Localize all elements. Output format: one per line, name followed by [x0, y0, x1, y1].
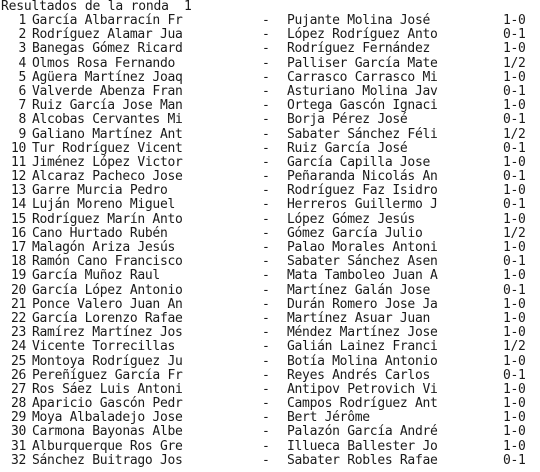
pairing-row [0, 298, 540, 312]
black-player-name: Sabater Sánchez Féli [287, 126, 438, 142]
pairing-row [0, 198, 540, 212]
black-player-name: Herreros Guillermo J [287, 197, 438, 213]
black-player-name: Palazón García André [287, 424, 438, 440]
game-result: 1/2 [503, 55, 526, 71]
pairing-row [0, 312, 540, 326]
pairing-row [0, 113, 540, 127]
white-player-name: Moya Albaladejo Jose [32, 410, 183, 426]
pairing-row [0, 57, 540, 71]
pairing-row [0, 213, 540, 227]
pairing-row [0, 42, 540, 56]
white-player-name: García Albarracín Fr [32, 13, 183, 28]
game-result: 1-0 [503, 296, 526, 312]
white-player-name: Tur Rodríguez Vicent [32, 140, 183, 156]
game-result: 1-0 [503, 268, 526, 284]
pairing-row [0, 383, 540, 397]
black-player-name: Reyes Andrés Carlos [287, 367, 431, 383]
black-player-name: Galián Lainez Franci [287, 339, 438, 355]
black-player-name: Méndez Martínez Jose [287, 325, 438, 341]
black-player-name: Sabater Sánchez Asen [287, 254, 438, 270]
pairing-row [0, 397, 540, 411]
board-number: 7 [18, 98, 26, 114]
board-number: 2 [18, 27, 26, 43]
pairing-separator: - [262, 452, 270, 468]
pairing-separator: - [262, 83, 270, 99]
pairing-row [0, 326, 540, 340]
pairing-row [0, 156, 540, 170]
pairing-separator: - [262, 112, 270, 128]
game-result: 0-1 [503, 83, 526, 99]
pairings-list [0, 14, 540, 468]
white-player-name: Vicente Torrecillas [32, 339, 176, 355]
white-player-name: Banegas Gómez Ricard [32, 41, 183, 57]
game-result: 1-0 [503, 410, 526, 426]
pairing-separator: - [262, 126, 270, 142]
black-player-name: Illueca Ballester Jo [287, 438, 438, 454]
black-player-name: Palao Morales Antoni [287, 240, 438, 255]
white-player-name: Valverde Abenza Fran [32, 83, 183, 99]
white-player-name: García Lorenzo Rafae [32, 310, 183, 326]
pairing-separator: - [262, 69, 270, 85]
game-result: 1-0 [503, 396, 526, 412]
white-player-name: Montoya Rodríguez Ju [32, 353, 183, 369]
pairing-separator: - [262, 396, 270, 412]
black-player-name: Rodríguez Faz Isidro [287, 183, 438, 199]
white-player-name: Ros Sáez Luis Antoni [32, 381, 183, 397]
white-player-name: García López Antonio [32, 282, 183, 298]
pairing-separator: - [262, 55, 270, 71]
pairing-row [0, 369, 540, 383]
board-number: 18 [10, 254, 26, 270]
board-number: 27 [10, 381, 26, 397]
black-player-name: Ruiz García José [287, 140, 408, 156]
pairing-separator: - [262, 240, 270, 255]
board-number: 29 [10, 410, 26, 426]
board-number: 3 [18, 41, 26, 57]
white-player-name: Galiano Martínez Ant [32, 126, 183, 142]
board-number: 9 [18, 126, 26, 142]
game-result: 1-0 [503, 438, 526, 454]
pairing-row [0, 241, 540, 255]
board-number: 13 [10, 183, 26, 199]
game-result: 1-0 [503, 41, 526, 57]
board-number: 11 [10, 154, 26, 170]
game-result: 0-1 [503, 27, 526, 43]
white-player-name: Garre Murcia Pedro [32, 183, 168, 199]
board-number: 21 [10, 296, 26, 312]
document-title: Resultados de la ronda 1 [1, 0, 192, 14]
pairing-separator: - [262, 154, 270, 170]
pairing-separator: - [262, 268, 270, 284]
white-player-name: Aparicio Gascón Pedr [32, 396, 183, 412]
black-player-name: García Capilla Jose [287, 154, 431, 170]
pairing-separator: - [262, 140, 270, 156]
white-player-name: Alcobas Cervantes Mi [32, 112, 183, 128]
board-number: 15 [10, 211, 26, 227]
white-player-name: Ruiz García Jose Man [32, 98, 183, 114]
white-player-name: Olmos Rosa Fernando [32, 55, 176, 71]
white-player-name: Luján Moreno Miguel [32, 197, 176, 213]
black-player-name: López Gómez Jesús [287, 211, 415, 227]
game-result: 1-0 [503, 381, 526, 397]
pairing-row [0, 71, 540, 85]
pairing-row [0, 28, 540, 42]
game-result: 1/2 [503, 225, 526, 241]
game-result: 1/2 [503, 339, 526, 355]
white-player-name: Ramón Cano Francisco [32, 254, 183, 270]
black-player-name: Palliser García Mate [287, 55, 438, 71]
pairing-row [0, 227, 540, 241]
pairing-row [0, 128, 540, 142]
pairing-separator: - [262, 183, 270, 199]
board-number: 8 [18, 112, 26, 128]
game-result: 1-0 [503, 69, 526, 85]
board-number: 14 [10, 197, 26, 213]
pairing-separator: - [262, 282, 270, 298]
white-player-name: Alburquerque Ros Gre [32, 438, 183, 454]
black-player-name: Botía Molina Antonio [287, 353, 438, 369]
pairing-separator: - [262, 310, 270, 326]
white-player-name: Sánchez Buitrago Jos [32, 452, 183, 468]
board-number: 10 [10, 140, 26, 156]
board-number: 32 [10, 452, 26, 468]
pairing-separator: - [262, 410, 270, 426]
black-player-name: Sabater Robles Rafae [287, 452, 438, 468]
pairing-row [0, 425, 540, 439]
game-result: 0-1 [503, 169, 526, 185]
white-player-name: Cano Hurtado Rubén [32, 225, 168, 241]
pairing-separator: - [262, 169, 270, 185]
board-number: 16 [10, 225, 26, 241]
black-player-name: Asturiano Molina Jav [287, 83, 438, 99]
game-result: 1-0 [503, 154, 526, 170]
pairing-separator: - [262, 424, 270, 440]
board-number: 17 [10, 240, 26, 255]
pairing-row [0, 142, 540, 156]
game-result: 1-0 [503, 310, 526, 326]
pairing-separator: - [262, 353, 270, 369]
game-result: 0-1 [503, 140, 526, 156]
pairing-separator: - [262, 296, 270, 312]
pairing-row [0, 184, 540, 198]
game-result: 1-0 [503, 240, 526, 255]
white-player-name: Alcaraz Pacheco Jose [32, 169, 183, 185]
board-number: 30 [10, 424, 26, 440]
pairing-separator: - [262, 98, 270, 114]
black-player-name: Martínez Galán Jose [287, 282, 431, 298]
game-result: 1-0 [503, 353, 526, 369]
pairing-separator: - [262, 325, 270, 341]
game-result: 0-1 [503, 112, 526, 128]
board-number: 5 [18, 69, 26, 85]
board-number: 6 [18, 83, 26, 99]
black-player-name: Peñaranda Nicolás An [287, 169, 438, 185]
black-player-name: Mata Tamboleo Juan A [287, 268, 438, 284]
black-player-name: Antipov Petrovich Vi [287, 381, 438, 397]
pairing-separator: - [262, 41, 270, 57]
pairing-row [0, 99, 540, 113]
board-number: 31 [10, 438, 26, 454]
white-player-name: Rodríguez Alamar Jua [32, 27, 183, 43]
game-result: 0-1 [503, 282, 526, 298]
pairing-row [0, 284, 540, 298]
game-result: 1-0 [503, 183, 526, 199]
pairing-row [0, 85, 540, 99]
game-result: 0-1 [503, 197, 526, 213]
black-player-name: Rodríguez Fernández [287, 41, 431, 57]
pairing-separator: - [262, 254, 270, 270]
white-player-name: Malagón Ariza Jesús [32, 240, 176, 255]
game-result: 0-1 [503, 367, 526, 383]
pairing-separator: - [262, 13, 270, 28]
board-number: 4 [18, 55, 26, 71]
white-player-name: Jiménez López Victor [32, 154, 183, 170]
white-player-name: Rodríguez Marín Anto [32, 211, 183, 227]
pairing-separator: - [262, 197, 270, 213]
pairing-separator: - [262, 211, 270, 227]
game-result: 1-0 [503, 211, 526, 227]
board-number: 25 [10, 353, 26, 369]
board-number: 23 [10, 325, 26, 341]
black-player-name: López Rodríguez Anto [287, 27, 438, 43]
black-player-name: Durán Romero Jose Ja [287, 296, 438, 312]
black-player-name: Borja Pérez José [287, 112, 408, 128]
game-result: 1-0 [503, 325, 526, 341]
board-number: 12 [10, 169, 26, 185]
black-player-name: Gómez García Julio [287, 225, 423, 241]
black-player-name: Ortega Gascón Ignaci [287, 98, 438, 114]
black-player-name: Pujante Molina José [287, 13, 431, 28]
board-number: 19 [10, 268, 26, 284]
board-number: 24 [10, 339, 26, 355]
pairing-separator: - [262, 381, 270, 397]
white-player-name: García Muñoz Raul [32, 268, 160, 284]
pairing-row [0, 411, 540, 425]
pairing-row [0, 269, 540, 283]
pairing-row [0, 340, 540, 354]
game-result: 0-1 [503, 452, 526, 468]
pairing-separator: - [262, 27, 270, 43]
black-player-name: Campos Rodríguez Ant [287, 396, 438, 412]
pairing-separator: - [262, 438, 270, 454]
pairing-separator: - [262, 225, 270, 241]
board-number: 20 [10, 282, 26, 298]
board-number: 22 [10, 310, 26, 326]
white-player-name: Pereñíguez García Fr [32, 367, 183, 383]
board-number: 1 [18, 13, 26, 28]
game-result: 0-1 [503, 254, 526, 270]
pairing-row [0, 355, 540, 369]
pairing-row [0, 255, 540, 269]
white-player-name: Carmona Bayonas Albe [32, 424, 183, 440]
board-number: 26 [10, 367, 26, 383]
white-player-name: Agüera Martínez Joaq [32, 69, 183, 85]
pairing-row [0, 14, 540, 28]
game-result: 1-0 [503, 13, 526, 28]
game-result: 1/2 [503, 126, 526, 142]
black-player-name: Carrasco Carrasco Mi [287, 69, 438, 85]
white-player-name: Ramírez Martínez Jos [32, 325, 183, 341]
pairing-separator: - [262, 339, 270, 355]
pairing-row [0, 440, 540, 454]
pairing-row [0, 170, 540, 184]
board-number: 28 [10, 396, 26, 412]
pairing-row [0, 454, 540, 468]
white-player-name: Ponce Valero Juan An [32, 296, 183, 312]
black-player-name: Martínez Asuar Juan [287, 310, 431, 326]
game-result: 1-0 [503, 98, 526, 114]
black-player-name: Bert Jérôme [287, 410, 370, 426]
game-result: 1-0 [503, 424, 526, 440]
pairing-separator: - [262, 367, 270, 383]
